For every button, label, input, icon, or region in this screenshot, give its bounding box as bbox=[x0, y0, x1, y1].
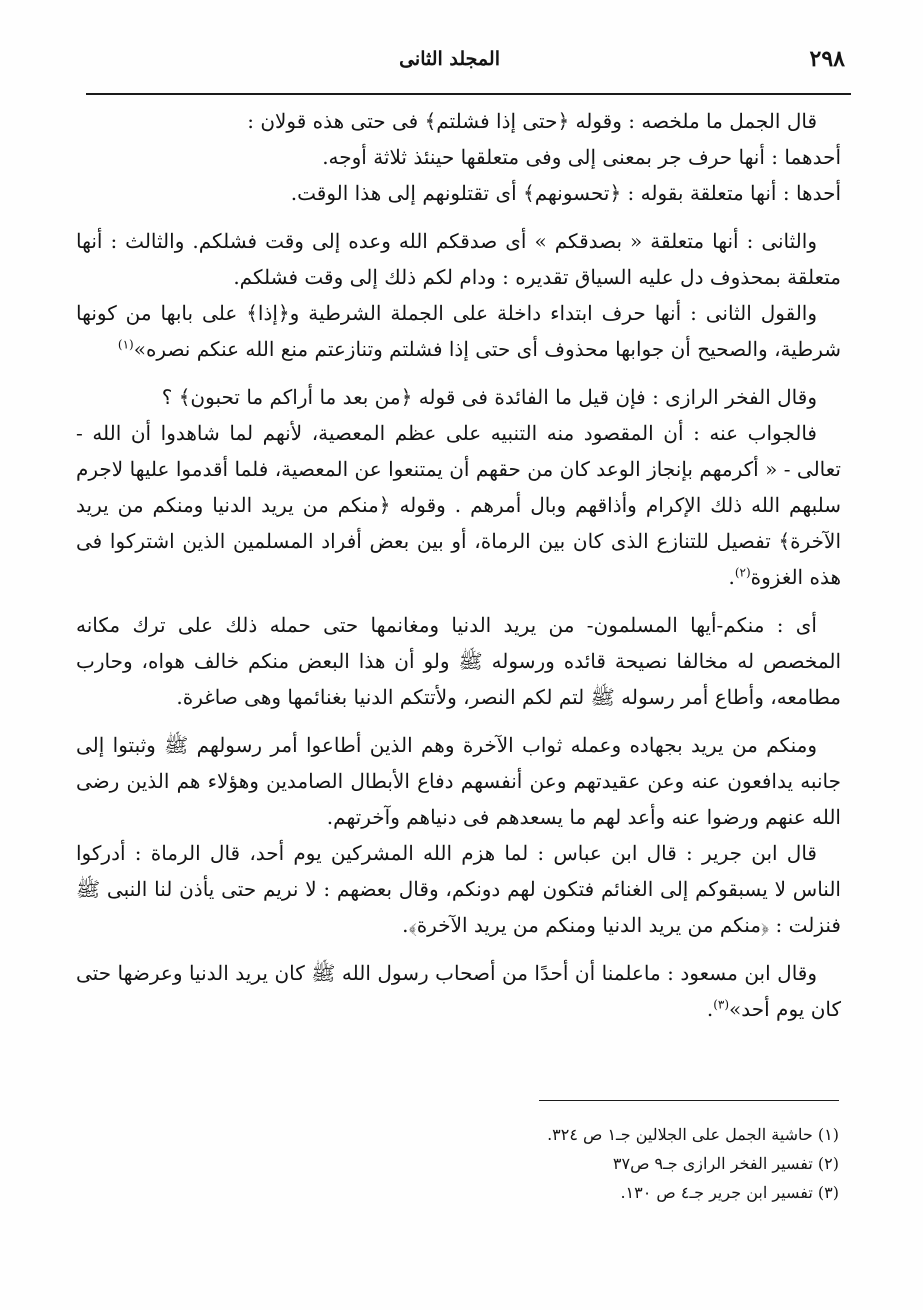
paragraph: قال ابن جرير : قال ابن عباس : لما هزم الله المشركين يوم أحد، قال الرماة : أدركوا الناس لا يسبقوكم إلى الغنائم فتكون لهم دونكم، وقال بعضهم : لا نريم حتى يأذن لنا النبى ﷺ فنزلت : ﴿منكم من يريد الدنيا ومنكم من يريد الآخرة﴾. bbox=[76, 841, 841, 937]
paragraph bbox=[76, 415, 841, 595]
footnote: (٢) تفسير الفخر الرازى جـ٩ ص٣٧ bbox=[612, 1154, 839, 1173]
paragraph: أى : منكم-أيها المسلمون- من يريد الدنيا ومغانمها حتى حمله ذلك على ترك مكانه المخصص له مخالفا نصيحة قائده ورسوله ﷺ ولو أن هذا البعض منكم خالف هواه، وحارب مطامعه، وأطاع أمر رسوله ﷺ لتم لكم النصر، ولأتتكم الدنيا بغنائمها وهى صاغرة. bbox=[76, 613, 841, 709]
footnote-ref: (١) bbox=[117, 337, 134, 352]
paragraph-text: والقول الثانى : أنها حرف ابتداء داخلة على الجملة الشرطية و﴿إذا﴾ على بابها من كونها شرطية، والصحيح أن جوابها محذوف أى حتى إذا فشلتم وتنازعتم منع الله عنكم نصره» bbox=[76, 301, 841, 361]
footnote-divider bbox=[539, 1100, 839, 1101]
main-text bbox=[76, 103, 841, 1027]
page-header bbox=[90, 46, 845, 82]
footnote: (٣) تفسير ابن جرير جـ٤ ص ١٣٠. bbox=[620, 1183, 839, 1202]
footnotes bbox=[300, 1120, 839, 1207]
paragraph: وقال الفخر الرازى : فإن قيل ما الفائدة فى قوله ﴿من بعد ما أراكم ما تحبون﴾ ؟ bbox=[161, 385, 817, 409]
paragraph-text: فالجواب عنه : أن المقصود منه التنبيه على عظم المعصية، لأنهم لما شاهدوا أن الله - تعالى - « أكرمهم بإنجاز الوعد كان من حقهم أن يمتنعوا عن المعصية، فلما أقدموا عليها لاجرم سلبهم الله ذلك الإكرام وأذاقهم وبال أمرهم . وقوله ﴿منكم من يريد الدنيا ومنكم من يريد الآخرة﴾ تفصيل للتنازع الذى كان بين الرماة، أو بين بعض أفراد المسلمين الذين اشتركوا فى هذه الغزوة bbox=[76, 421, 841, 589]
paragraph bbox=[76, 955, 841, 1027]
page-number: ٢٩٨ bbox=[809, 46, 845, 72]
volume-title: المجلد الثانى bbox=[399, 48, 500, 70]
paragraph: والثانى : أنها متعلقة « بصدقكم » أى صدقكم الله وعده إلى وقت فشلكم. والثالث : أنها متعلقة بمحذوف دل عليه السياق تقديره : ودام لكم ذلك إلى وقت فشلكم. bbox=[76, 229, 841, 289]
footnote-ref: (٢) bbox=[734, 565, 751, 580]
paragraph-text: وقال ابن مسعود : ماعلمنا أن أحدًا من أصحاب رسول الله ﷺ كان يريد الدنيا وعرضها حتى كان يوم أحد» bbox=[76, 961, 841, 1021]
footnote-ref: (٣) bbox=[713, 997, 730, 1012]
paragraph: ومنكم من يريد بجهاده وعمله ثواب الآخرة وهم الذين أطاعوا أمر رسولهم ﷺ وثبتوا إلى جانبه يدافعون عنه وعن عقيدتهم وعن أنفسهم دفاع الأبطال الصامدين وهؤلاء هم الذين رضى الله عنهم ورضوا عنه وأعد لهم ما يسعدهم فى دنياهم وآخرتهم. bbox=[76, 733, 841, 829]
paragraph: أحدها : أنها متعلقة بقوله : ﴿تحسونهم﴾ أى تقتلونهم إلى هذا الوقت. bbox=[290, 181, 841, 205]
header-divider bbox=[86, 93, 851, 95]
footnote: (١) حاشية الجمل على الجلالين جـ١ ص ٣٢٤. bbox=[547, 1125, 839, 1144]
paragraph-end: . bbox=[728, 565, 735, 589]
paragraph-end: . bbox=[706, 997, 714, 1021]
paragraph bbox=[76, 295, 841, 367]
paragraph: قال الجمل ما ملخصه : وقوله ﴿حتى إذا فشلتم﴾ فى حتى هذه قولان : bbox=[247, 109, 817, 133]
paragraph: أحدهما : أنها حرف جر بمعنى إلى وفى متعلقها حينئذ ثلاثة أوجه. bbox=[322, 145, 841, 169]
